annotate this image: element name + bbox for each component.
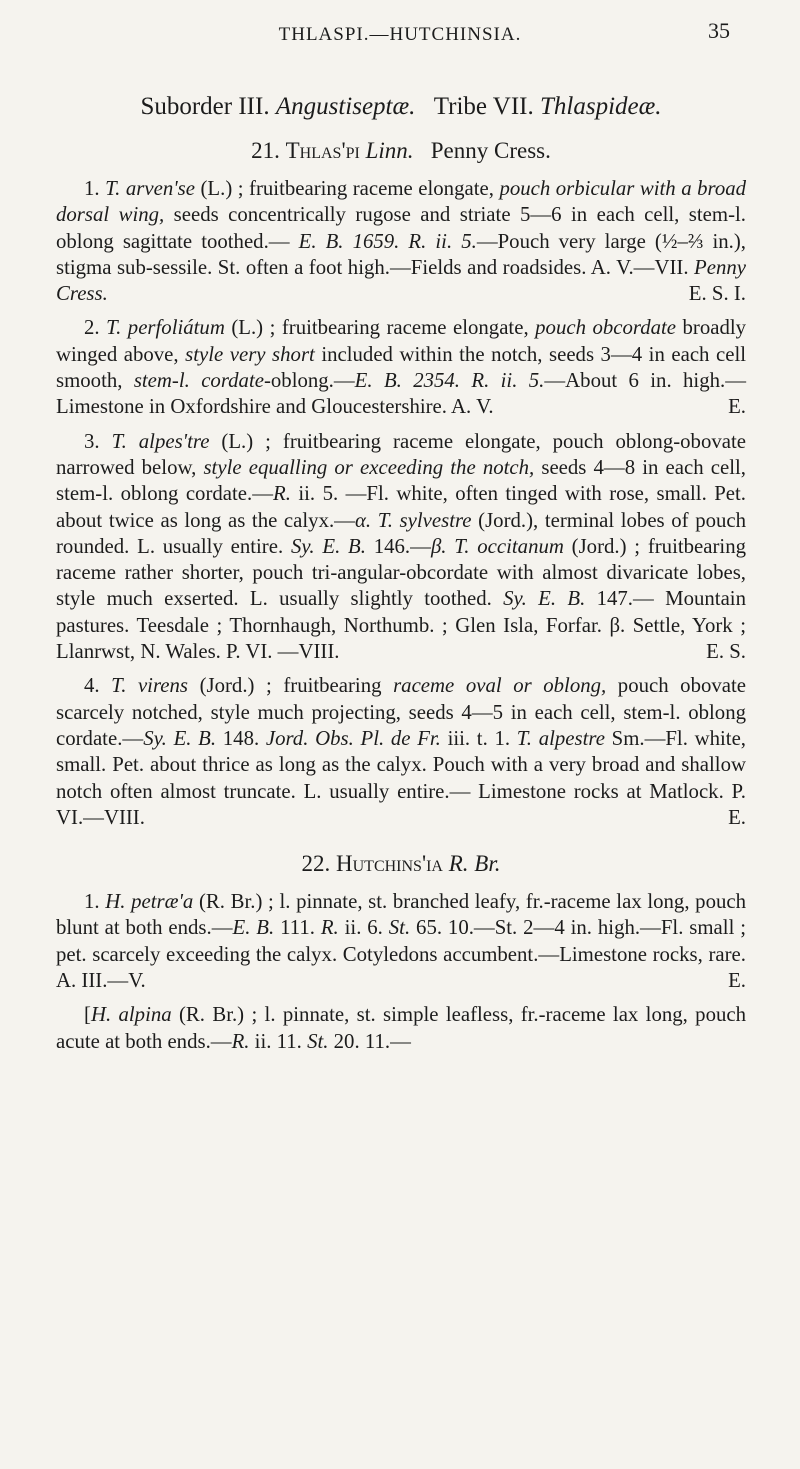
- entry-text: ii. 6.: [338, 916, 389, 940]
- species-name: T. alpes'tre: [111, 429, 210, 453]
- entry-reference: St.: [388, 916, 411, 940]
- entry-text: (L.) ; fruitbearing raceme elongate, pouch oblong-obovate narrowed below,: [56, 429, 746, 479]
- genus-name: Thlas'pi: [285, 138, 360, 163]
- suborder-heading: [56, 92, 746, 122]
- entry-reference: E. B. 2354. R. ii. 5.: [354, 369, 545, 393]
- entry-text: ii. 11.: [249, 1029, 308, 1053]
- entry-text: pouch obovate scarcely notched, style much projecting, seeds 4—5 in each cell, stem-l. oblong cordate.—: [56, 674, 747, 750]
- entry-text: 20. 11.—: [328, 1029, 411, 1053]
- entry-text: Sm.—Fl. white, small. Pet. about thrice as long as the calyx. Pouch with a very broad and shallow notch often almost truncate. L. usually entire.— Limestone rocks at Matlock. P. VI.—VIII.: [56, 726, 747, 829]
- species-entry-thlaspi-arvense: [56, 176, 746, 307]
- entry-text: (L.) ; fruitbearing raceme elongate,: [224, 316, 536, 340]
- entry-text: (Jord.) ; fruitbearing raceme rather shorter, pouch tri-angular-obcordate with almost divaricate lobes, style much exserted. L. usually slightly toothed.: [56, 534, 747, 611]
- entry-text: (R. Br.) ; l. pinnate, st. branched leafy, fr.-raceme lax long, pouch blunt at both ends.—: [56, 890, 747, 940]
- entry-reference: E. B.: [232, 916, 275, 940]
- species-entry-hutchinsia-petraea: [56, 889, 746, 994]
- entry-text: (Jord.), terminal lobes of pouch rounded. L. usually entire.: [56, 508, 747, 558]
- entry-text: seeds concentrically rugose and striate 5—6 in each cell, stem-l. oblong sagittate toothed.—: [56, 203, 746, 253]
- entry-number: 1.: [84, 890, 106, 914]
- entry-number: 3.: [84, 429, 112, 453]
- entry-text: —About 6 in. high.—Limestone in Oxfordshire and Gloucestershire. A. V.: [56, 369, 746, 419]
- entry-text: ii. 5. —Fl. white, often tinged with rose, small. Pet. about twice as long as the calyx.—: [56, 482, 746, 532]
- entry-text: -oblong.—: [263, 369, 355, 393]
- entry-reference: Jord. Obs. Pl. de Fr.: [265, 726, 441, 750]
- entry-emphasis: stem-l. cordate: [133, 369, 264, 393]
- entry-text: 111.: [274, 916, 321, 940]
- suborder-name: Angustiseptæ.: [275, 93, 416, 120]
- distribution-status: E. S. I.: [688, 282, 746, 306]
- entry-text: iii. t. 1.: [440, 726, 517, 750]
- species-name: H. alpina: [90, 1003, 172, 1027]
- entry-text: 146.—: [365, 534, 431, 558]
- entry-reference: E. B. 1659. R. ii. 5.: [298, 229, 477, 253]
- entry-text: included within the notch, seeds 3—4 in each cell smooth,: [56, 342, 746, 393]
- entry-emphasis: pouch obcordate: [535, 316, 677, 340]
- entry-emphasis: pouch orbicular with a broad dorsal wing,: [56, 177, 747, 227]
- entry-reference: Sy. E. B.: [503, 587, 586, 611]
- entry-text: 65. 10.—St. 2—4 in. high.—Fl. small ; pet. scarcely exceeding the calyx. Cotyledons accumbent.—Limestone rocks, rare. A. III.—V.: [56, 916, 747, 993]
- running-head: [0, 18, 800, 64]
- species-name: H. petræ'a: [105, 890, 194, 914]
- suborder-label: Suborder III.: [140, 93, 270, 120]
- variety-beta: β. T. occitanum: [430, 534, 564, 558]
- running-head-title: THLASPI.—HUTCHINSIA.: [278, 24, 522, 45]
- genus-number: 22.: [301, 851, 331, 877]
- species-entry-thlaspi-virens: [56, 673, 746, 831]
- page-body: [56, 92, 746, 1055]
- species-name: T. virens: [111, 674, 189, 698]
- entry-text: seeds 4—8 in each cell, stem-l. oblong cordate.—: [56, 455, 746, 506]
- distribution-status: E. S.: [706, 640, 746, 664]
- entry-number: 4.: [84, 674, 112, 698]
- genus-heading-thlaspi: [56, 136, 746, 166]
- genus-authority: R. Br.: [448, 851, 501, 877]
- species-name: T. perfoliátum: [106, 316, 225, 340]
- entry-text: 147.— Mountain pastures. Teesdale ; Thornhaugh, Northumb. ; Glen Isla, Forfar. β. Settle, York ; Llanrwst, N. Wales. P. VI. —VIII.: [56, 587, 746, 664]
- genus-common-name: Penny Cress.: [430, 138, 551, 163]
- genus-heading-hutchinsia: [56, 849, 746, 879]
- species-name: T. arven'se: [105, 177, 195, 200]
- distribution-status: E.: [728, 395, 746, 419]
- entry-text: (L.) ; fruitbearing raceme elongate,: [194, 177, 500, 200]
- species-common-name: Penny Cress.: [56, 255, 746, 306]
- variety-alpha: α. T. sylvestre: [354, 508, 472, 532]
- species-entry-thlaspi-perfoliatum: [56, 315, 746, 420]
- genus-name: Hutchins'ia: [336, 851, 443, 877]
- entry-reference: Sy. E. B.: [143, 726, 217, 750]
- tribe-label: Tribe VII.: [433, 93, 534, 120]
- entry-reference: Sy. E. B.: [290, 534, 366, 558]
- entry-text: broadly winged above,: [56, 316, 747, 366]
- entry-reference: St.: [307, 1029, 329, 1053]
- bracket-open: [: [84, 1003, 91, 1027]
- entry-reference: T. alpestre: [516, 726, 605, 750]
- tribe-name: Thlaspideæ.: [540, 93, 662, 120]
- entry-text: (Jord.) ; fruitbearing: [188, 674, 394, 698]
- distribution-status: E.: [728, 969, 746, 993]
- entry-emphasis: raceme oval or oblong,: [393, 674, 607, 698]
- entry-text: 148.: [216, 726, 266, 750]
- genus-number: 21.: [251, 138, 280, 163]
- entry-number: 1.: [84, 177, 106, 200]
- distribution-status: E.: [728, 805, 746, 829]
- genus-authority: Linn.: [365, 138, 414, 163]
- entry-emphasis: style very short: [185, 342, 315, 366]
- species-entry-hutchinsia-alpina: [56, 1002, 746, 1055]
- entry-text: —Pouch very large (½–⅔ in.), stigma sub-sessile. St. often a foot high.—Fields and roadsides. A. V.—VII.: [56, 229, 747, 279]
- entry-emphasis: style equalling or exceeding the notch,: [203, 455, 535, 479]
- entry-number: 2.: [84, 316, 107, 340]
- entry-reference: R.: [320, 916, 339, 940]
- entry-reference: R.: [273, 482, 291, 506]
- page-number: 35: [708, 18, 730, 43]
- entry-text: (R. Br.) ; l. pinnate, st. simple leafless, fr.-raceme lax long, pouch acute at both ends.—: [56, 1003, 746, 1053]
- entry-reference: R.: [231, 1029, 250, 1053]
- species-entry-thlaspi-alpestre: [56, 429, 746, 666]
